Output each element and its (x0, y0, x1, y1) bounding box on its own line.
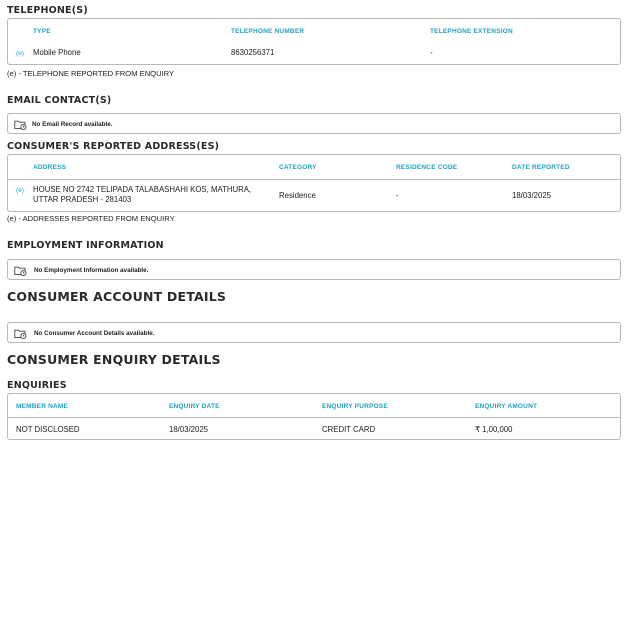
telephones-table (7, 18, 621, 65)
accounts-empty-box (7, 322, 621, 343)
th-address: ADDRESS (33, 164, 67, 171)
telephones-note: (e) - TELEPHONE REPORTED FROM ENQUIRY (7, 69, 175, 78)
th-enquiry-date: ENQUIRY DATE (169, 403, 220, 410)
employment-empty-text: No Employment Information available. (34, 267, 149, 274)
telephones-header-row (8, 19, 620, 42)
address-category: Residence (279, 191, 316, 200)
th-enquiry-amount: ENQUIRY AMOUNT (475, 403, 538, 410)
th-member-name: MEMBER NAME (16, 403, 69, 410)
addresses-title: CONSUMER'S REPORTED ADDRESS(ES) (7, 141, 220, 152)
phone-extension: - (430, 48, 433, 57)
phone-number: 8630256371 (231, 48, 275, 57)
th-enquiry-purpose: ENQUIRY PURPOSE (322, 403, 388, 410)
address-line1: HOUSE NO 2742 TELIPADA TALABASHAHI KOS, MATHURA, (33, 185, 252, 194)
telephones-title: TELEPHONE(S) (7, 5, 88, 16)
address-residence-code: - (396, 191, 399, 200)
th-date-reported: DATE REPORTED (512, 164, 570, 171)
accounts-title: CONSUMER ACCOUNT DETAILS (7, 289, 227, 304)
th-type: TYPE (33, 28, 51, 35)
folder-clock-icon (14, 328, 27, 339)
folder-clock-icon (14, 265, 27, 276)
enquiry-marker: (e) (16, 50, 24, 57)
employment-title: EMPLOYMENT INFORMATION (7, 240, 164, 251)
enquiries-subtitle: ENQUIRIES (7, 380, 67, 391)
email-empty-text: No Email Record available. (32, 121, 113, 128)
enquiry-amount: ₹ 1,00,000 (475, 425, 513, 434)
th-residence-code: RESIDENCE CODE (396, 164, 458, 171)
th-telephone-extension: TELEPHONE EXTENSION (430, 28, 513, 35)
email-title: EMAIL CONTACT(S) (7, 95, 112, 106)
enquiry-member: NOT DISCLOSED (16, 425, 80, 434)
addresses-note: (e) - ADDRESSES REPORTED FROM ENQUIRY (7, 214, 175, 223)
email-empty-box (7, 113, 621, 134)
employment-empty-box (7, 259, 621, 280)
accounts-empty-text: No Consumer Account Details available. (34, 330, 155, 337)
enquiry-marker: (e) (16, 187, 24, 194)
phone-type: Mobile Phone (33, 48, 81, 57)
addresses-header-row (8, 155, 620, 180)
address-date-reported: 18/03/2025 (512, 191, 552, 200)
folder-clock-icon (14, 119, 27, 130)
th-category: CATEGORY (279, 164, 317, 171)
enquiry-date: 18/03/2025 (169, 425, 209, 434)
enquiry-details-title: CONSUMER ENQUIRY DETAILS (7, 352, 221, 367)
th-telephone-number: TELEPHONE NUMBER (231, 28, 305, 35)
enquiries-table (7, 393, 621, 440)
enquiry-purpose: CREDIT CARD (322, 425, 376, 434)
addresses-table (7, 154, 621, 212)
address-line2: UTTAR PRADESH - 281403 (33, 195, 132, 204)
enquiries-header-row (8, 394, 620, 418)
